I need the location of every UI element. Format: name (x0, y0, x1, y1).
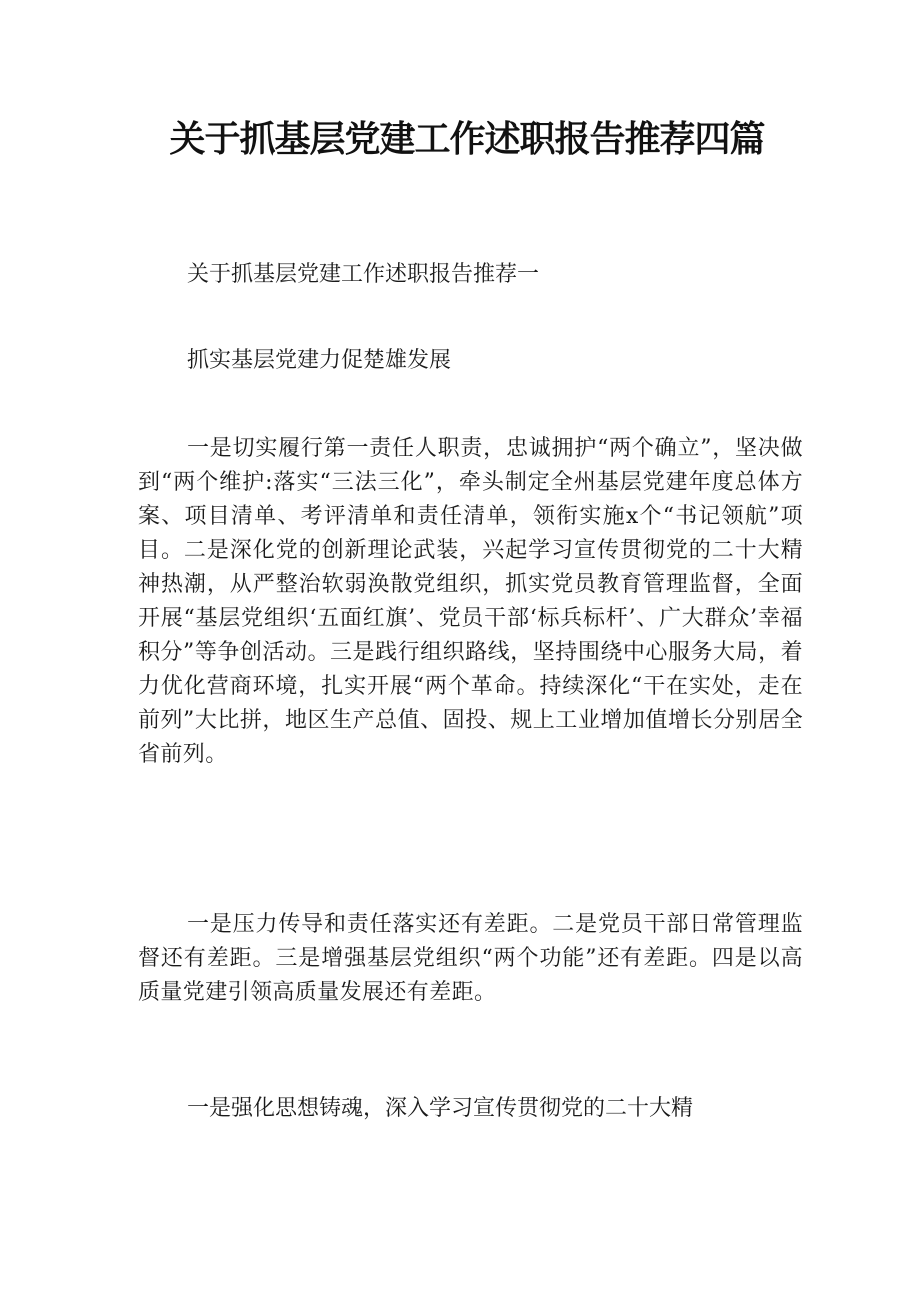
section-subtitle: 抓实基层党建力促楚雄发展 (187, 348, 452, 373)
document-title: 关于抓基层党建工作述职报告推荐四篇 (169, 119, 765, 160)
paragraph-measures: 一是强化思想铸魂，深入学习宣传贯彻党的二十大精 (187, 1096, 694, 1121)
paragraph-shortcomings: 一是压力传导和责任落实还有差距。二是党员干部日常管理监督还有差距。三是增强基层党组织“两个功能”还有差距。四是以高质量党建引领高质量发展还有差距。 (138, 912, 803, 1005)
section-title: 关于抓基层党建工作述职报告推荐一 (187, 262, 540, 287)
paragraph-achievements: 一是切实履行第一责任人职责，忠诚拥护“两个确立”，坚决做到“两个维护:落实“三法三化”，牵头制定全州基层党建年度总体方案、项目清单、考评清单和责任清单，领衔实施x个“书记领航”项目。二是深化党的创新理论武装，兴起学习宣传贯彻党的二十大精神热潮，从严整治软弱涣散党组织，抓实党员教育管理监督，全面开展“基层党组织‘五面红旗’、党员干部‘标兵标杆’、广大群众’幸福积分”等争创活动。三是践行组织路线，坚持围绕中心服务大局，着力优化营商环境，扎实开展“两个革命。持续深化“干在实处，走在前列”大比拼，地区生产总值、固投、规上工业增加值增长分别居全省前列。 (138, 436, 803, 767)
